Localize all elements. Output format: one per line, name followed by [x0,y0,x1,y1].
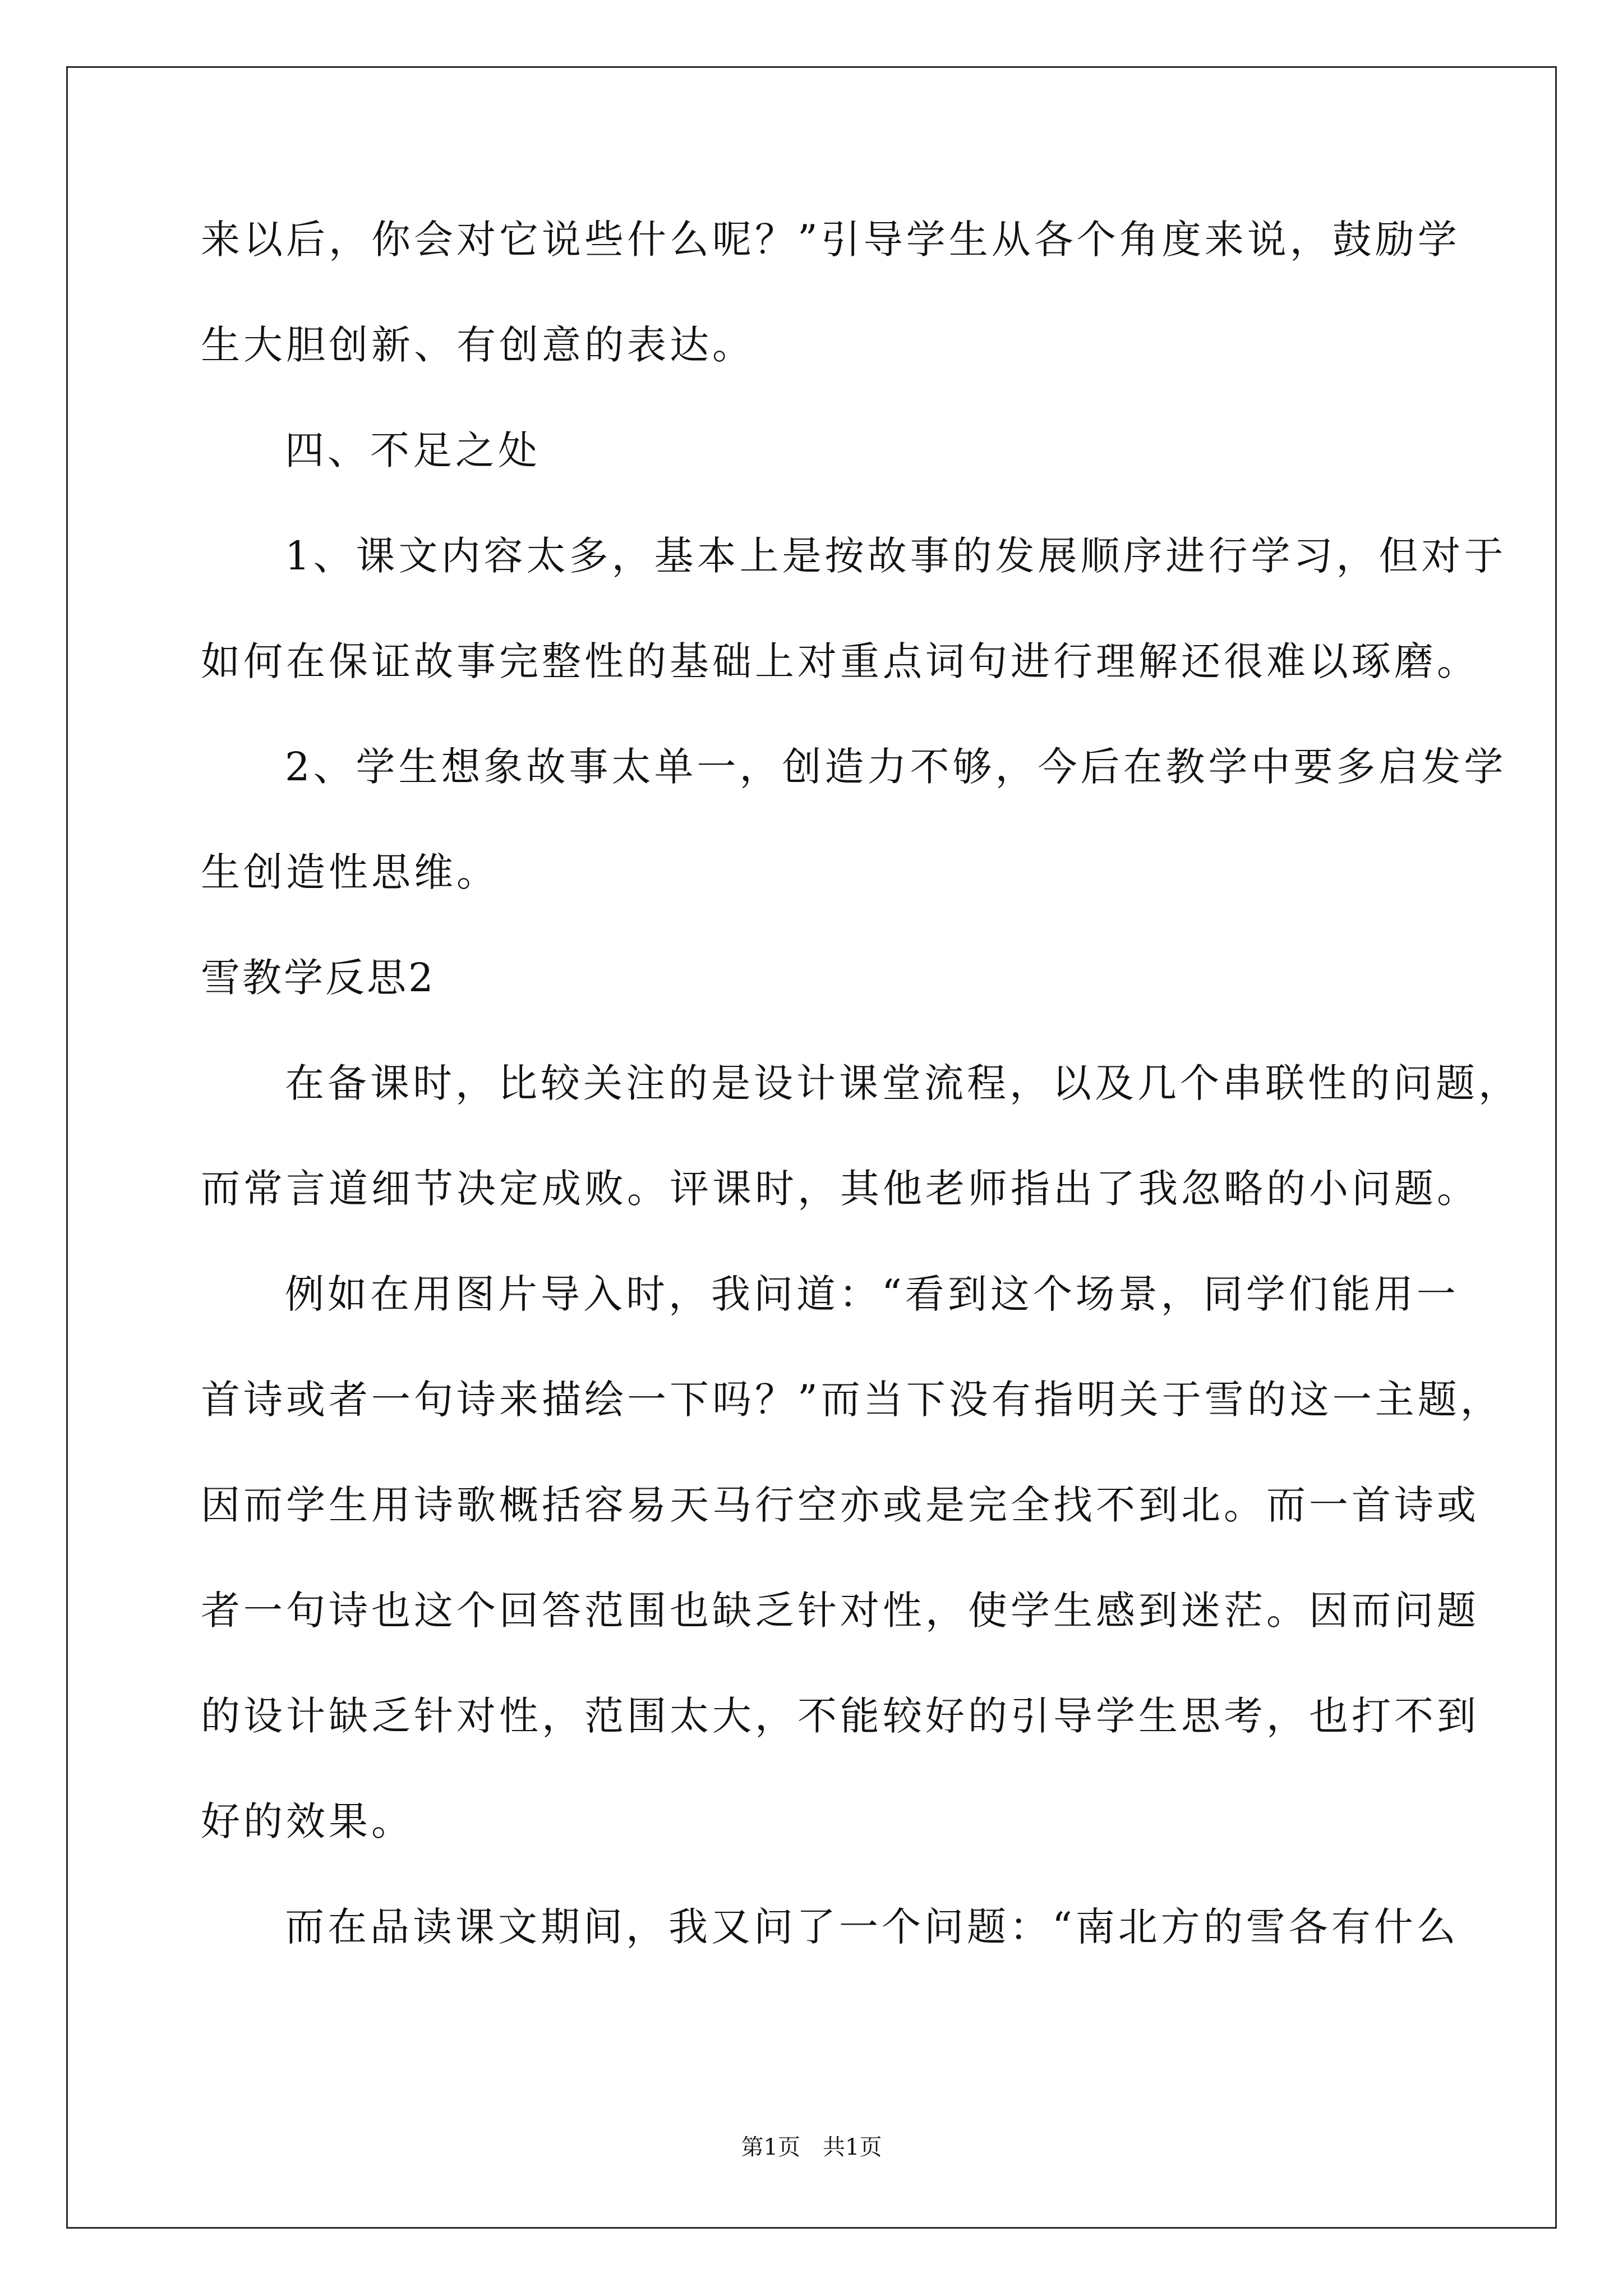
paragraph-line: 而常言道细节决定成败。评课时，其他老师指出了我忽略的小问题。 [201,1166,1479,1212]
paragraph-line: 的设计缺乏针对性，范围太大，不能较好的引导学生思考，也打不到 [201,1693,1479,1739]
paragraph-line: 而在品读课文期间，我又问了一个问题：“南北方的雪各有什么 [285,1904,1459,1950]
page-footer: 第1页 共1页 [741,2134,882,2160]
paragraph-line: 2、学生想象故事太单一，创造力不够，今后在教学中要多启发学 [285,744,1507,790]
document-body [201,217,1521,2013]
paragraph-line: 首诗或者一句诗来描绘一下吗？”而当下没有指明关于雪的这一主题， [201,1377,1503,1423]
paragraph-line: 者一句诗也这个回答范围也缺乏针对性，使学生感到迷茫。因而问题 [201,1588,1479,1634]
paragraph-line: 生创造性思维。 [201,849,499,895]
paragraph-line: 在备课时，比较关注的是设计课堂流程，以及几个串联性的问题， [285,1060,1521,1106]
paragraph-line: 例如在用图片导入时，我问道：“看到这个场景，同学们能用一 [285,1271,1459,1317]
paragraph-line: 来以后，你会对它说些什么呢？”引导学生从各个角度来说，鼓励学 [201,217,1460,263]
paragraph-line: 生大胆创新、有创意的表达。 [201,322,755,368]
paragraph-line: 如何在保证故事完整性的基础上对重点词句进行理解还很难以琢磨。 [201,638,1479,684]
section-heading: 四、不足之处 [285,427,541,473]
paragraph-line: 1、课文内容太多，基本上是按故事的发展顺序进行学习，但对于 [285,533,1507,579]
paragraph-line: 因而学生用诗歌概括容易天马行空亦或是完全找不到北。而一首诗或 [201,1482,1479,1528]
document-title: 雪教学反思2 [201,955,436,1001]
paragraph-line: 好的效果。 [201,1798,414,1844]
